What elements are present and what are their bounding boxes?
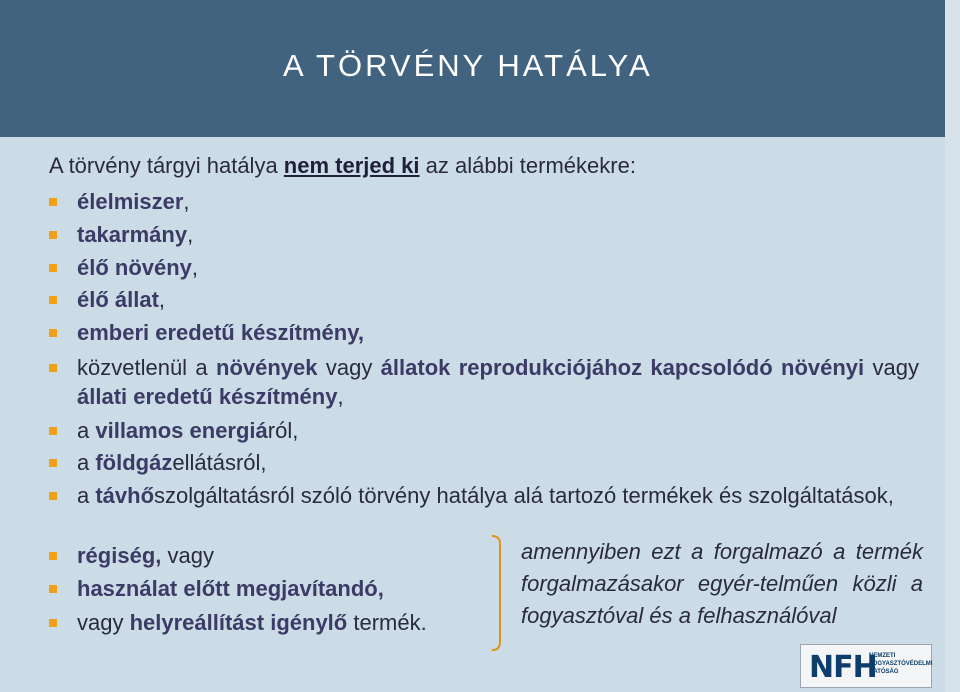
nfh-logo bbox=[800, 644, 932, 688]
intro-emphasis: nem terjed ki bbox=[283, 153, 420, 178]
intro-line bbox=[49, 153, 636, 179]
bullet-icon bbox=[49, 296, 57, 304]
bullet-icon bbox=[49, 264, 57, 272]
logo-mark: NFH bbox=[809, 650, 877, 685]
list-item-text: takarmány, bbox=[77, 222, 194, 247]
bullet-icon bbox=[49, 231, 57, 239]
right-edge-strip bbox=[945, 0, 960, 692]
list-item-text: a földgázellátásról, bbox=[77, 450, 267, 475]
logo-subtitle: NEMZETI FOGYASZTÓVÉDELMI HATÓSÁG bbox=[869, 653, 933, 675]
bullet-icon bbox=[49, 619, 57, 627]
bullet-icon bbox=[49, 459, 57, 467]
list-item-text: élő növény, bbox=[77, 255, 199, 280]
bullet-icon bbox=[49, 585, 57, 593]
slide-title: A TÖRVÉNY HATÁLYA bbox=[283, 48, 653, 83]
list-item-text: a távhőszolgáltatásról szóló törvény hatálya alá tartozó termékek és szolgáltatások, bbox=[77, 483, 894, 508]
slide-header bbox=[0, 0, 945, 137]
intro-pre: A törvény tárgyi hatálya bbox=[49, 153, 284, 178]
list-item-text: a villamos energiáról, bbox=[77, 418, 299, 443]
intro-post: az alábbi termékekre: bbox=[419, 153, 636, 178]
list-item-text: vagy helyreállítást igénylő termék. bbox=[77, 610, 427, 635]
list-item-text: élő állat, bbox=[77, 287, 166, 312]
list-item-text: használat előtt megjavítandó, bbox=[77, 576, 384, 601]
list-item-text: élelmiszer, bbox=[77, 189, 190, 214]
bullet-icon bbox=[49, 492, 57, 500]
bullet-icon bbox=[49, 364, 57, 372]
bracket-icon bbox=[490, 534, 504, 652]
condition-note: amennyiben ezt a forgalmazó a termék forgalmazásakor egyér-telműen közli a fogyasztóval és a felhasználóval bbox=[521, 539, 923, 628]
bullet-icon bbox=[49, 427, 57, 435]
list-item-text: régiség, vagy bbox=[77, 543, 214, 568]
list-item-text: közvetlenül a növények vagy állatok reprodukciójához kapcsolódó növényi vagy állati eredetű készítmény, bbox=[77, 355, 919, 409]
bullet-icon bbox=[49, 198, 57, 206]
bullet-icon bbox=[49, 552, 57, 560]
bullet-icon bbox=[49, 329, 57, 337]
list-item-text: emberi eredetű készítmény, bbox=[77, 320, 364, 345]
